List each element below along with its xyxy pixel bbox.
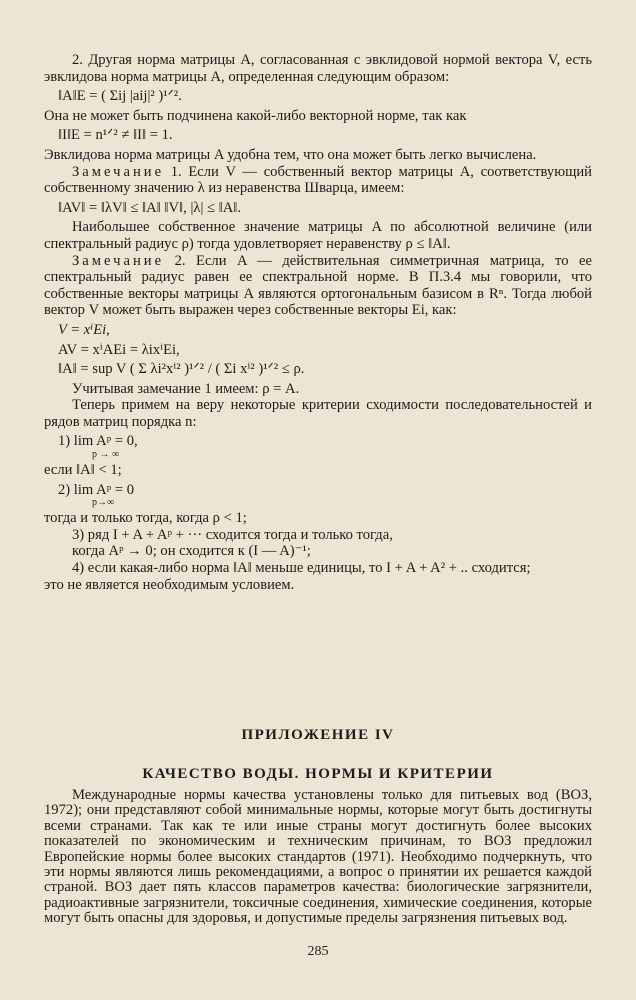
paragraph-euclidean-norm: 2. Другая норма матрицы A, согласованная с эвклидовой нормой вектора V, есть эвклидова норма матрицы A, определенная следующим образом: <box>44 52 592 85</box>
paragraph-spectral-radius: Наибольшее собственное значение матрицы A по абсолютной величине (или спектральный радиус ρ) тогда удовлетворяет неравенству ρ ≤ ‖A‖. <box>44 219 592 252</box>
formula-limit-2: 2) lim Aᵖ = 0 <box>58 481 135 498</box>
formula-euclidean-norm: ‖A‖E = ( Σij |aij|² )¹ᐟ². <box>58 88 182 105</box>
paragraph-not-subordinate: Она не может быть подчинена какой-либо векторной норме, так как <box>44 107 467 124</box>
paragraph-remark-1 <box>44 164 592 197</box>
paragraph-remark-result: Учитывая замечание 1 имеем: ρ = A. <box>72 380 300 397</box>
formula-identity-norm: ‖I‖E = n¹ᐟ² ≠ ‖I‖ = 1. <box>58 127 173 144</box>
paragraph-remark-2 <box>44 253 592 319</box>
paragraph-not-necessary: это не является необходимым условием. <box>44 576 295 593</box>
formula-norm-sup: ‖A‖ = sup V ( Σ λi²xⁱ² )¹ᐟ² / ( Σi xⁱ² )¹ᐟ² ≤ ρ. <box>58 361 305 378</box>
formula-schwarz: ‖AV‖ = ‖λV‖ ≤ ‖A‖ ‖V‖, |λ| ≤ ‖A‖. <box>58 199 242 216</box>
remark-2-lead: Замечание <box>72 252 165 269</box>
math-section <box>44 52 592 593</box>
formula-limit-2-subscript: p→∞ <box>92 497 115 509</box>
paragraph-water-quality: Международные нормы качества установлены только для питьевых вод (ВОЗ, 1972); они представляют собой минимальные нормы, которые могут быть достигнуты всеми странами. Так как те или иные страны могут достигнуть более высоких показателей по экономическим и техническим причинам, то ВОЗ предложил Европейские нормы более высоких стандартов (1971). Необходимо подчеркнуть, что эти нормы являются лишь рекомендациями, а вопрос о принятии их решается каждой страной. ВОЗ дает пять классов параметров качества: биологические загрязнители, радиоактивные загрязнители, токсичные соединения, химические соединения, которые могут быть опасны для здоровья, и допустимые пределы загрязнения питьевых вод. <box>44 787 592 927</box>
appendix-header <box>44 727 592 744</box>
formula-av-expansion: AV = xⁱAEi = λixⁱEi, <box>58 341 180 358</box>
appendix-title: ПРИЛОЖЕНИЕ IV <box>241 727 395 743</box>
section-header <box>44 766 592 783</box>
water-quality-section <box>44 788 592 927</box>
formula-limit-1: 1) lim Aᵖ = 0, <box>58 433 138 450</box>
formula-limit-1-subscript: p → ∞ <box>92 449 120 461</box>
paragraph-condition-1: если ‖A‖ < 1; <box>44 462 122 479</box>
section-title: КАЧЕСТВО ВОДЫ. НОРМЫ И КРИТЕРИИ <box>142 766 494 782</box>
paragraph-series-3-cont: когда Aᵖ → 0; он сходится к (I — A)⁻¹; <box>72 543 311 560</box>
page-footer <box>44 944 592 961</box>
paragraph-series-4: 4) если какая-либо норма ‖A‖ меньше единицы, то I + A + A² + .. сходится; <box>72 560 531 577</box>
paragraph-easy-compute: Эвклидова норма матрицы A удобна тем, что она может быть легко вычислена. <box>44 146 537 163</box>
formula-v-expansion: V = xⁱEi, <box>58 321 110 338</box>
page-number: 285 <box>307 944 329 959</box>
paragraph-series-3: 3) ряд I + A + Aᵖ + ··· сходится тогда и только тогда, <box>72 526 393 543</box>
remark-1-text: 1. Если V — собственный вектор матрицы A, соответствующий собственному значению λ из неравенства Шварца, имеем: <box>44 163 592 197</box>
remark-1-lead: Замечание <box>72 163 165 180</box>
paragraph-condition-2: тогда и только тогда, когда ρ < 1; <box>44 510 247 527</box>
paragraph-criteria-intro: Теперь примем на веру некоторые критерии сходимости последовательностей и рядов матриц порядка n: <box>44 397 592 430</box>
remark-2-text: 2. Если A — действительная симметричная матрица, то ее спектральный радиус равен ее спектральной норме. В П.3.4 мы говорили, что собственные векторы матрицы A являются ортогональным базисом в Rⁿ. Тогда любой вектор V может быть выражен через собственные векторы Ei, как: <box>44 252 592 319</box>
